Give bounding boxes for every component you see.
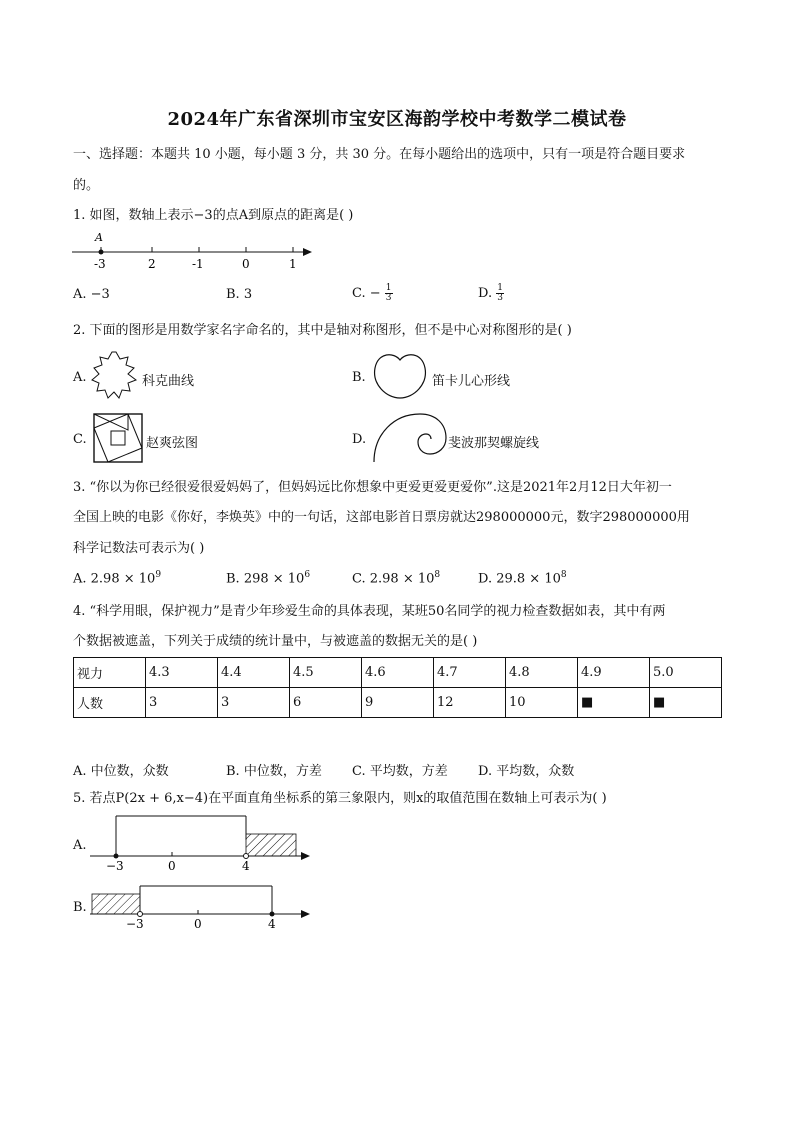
- q2-option-c-text: 赵爽弦图: [146, 436, 199, 451]
- table-cell: 4.3: [146, 658, 218, 688]
- axis-label: 0: [194, 917, 202, 931]
- table-cell: 9: [362, 688, 434, 718]
- q3-option-b: [226, 570, 310, 586]
- option-text: A. 2.98 × 10: [73, 571, 156, 587]
- q4-option-b: B. 中位数，方差: [226, 764, 322, 779]
- table-row: [74, 688, 722, 718]
- fraction-numerator: 1: [497, 283, 503, 293]
- exponent: 9: [155, 570, 162, 580]
- q1-option-a: A. −3: [73, 287, 110, 302]
- q3-option-c: [352, 570, 440, 586]
- q1-option-d: [478, 284, 504, 303]
- table-cell: 4.7: [434, 658, 506, 688]
- q1-option-c: [352, 284, 393, 303]
- question-4-line-1: 4. “科学用眼，保护视力”是青少年珍爱生命的具体表现，某班50名同学的视力检查数据如表，其中有两: [73, 604, 666, 619]
- table-cell: 4.8: [506, 658, 578, 688]
- fraction-numerator: 1: [385, 283, 392, 293]
- option-text: B. 298 × 10: [226, 571, 305, 587]
- q3-option-d: [478, 570, 567, 586]
- table-cell: 12: [434, 688, 506, 718]
- question-4-line-2: 个数据被遮盖，下列关于成绩的统计量中，与被遮盖的数据无关的是( ): [73, 634, 478, 649]
- section-heading-cont: 的。: [73, 178, 100, 193]
- axis-label: −3: [106, 859, 124, 873]
- table-row: [74, 658, 722, 688]
- axis-label: −3: [126, 917, 144, 931]
- question-3-line-1: 3. “你以为你已经很爱很爱妈妈了，但妈妈远比你想象中更爱更爱更爱你”.这是2021年2月12日大年初一: [73, 480, 672, 495]
- axis-label: 0: [168, 859, 176, 873]
- q5-option-b-number-line: [86, 882, 316, 934]
- q5-option-b-letter: B.: [73, 900, 87, 915]
- table-cell: 10: [506, 688, 578, 718]
- option-text: C. 2.98 × 10: [352, 571, 435, 587]
- q2-option-d-text: 斐波那契螺旋线: [448, 436, 540, 451]
- q2-option-c-letter: C.: [73, 432, 87, 447]
- tick-label: -1: [192, 257, 204, 271]
- tick-label: 1: [289, 257, 297, 271]
- q1-option-b: B. 3: [226, 287, 253, 302]
- table-cell: 5.0: [650, 658, 722, 688]
- fibonacci-spiral-figure: [370, 408, 448, 464]
- exponent: 6: [304, 570, 311, 580]
- exponent: 8: [434, 570, 441, 580]
- exponent: 8: [560, 570, 567, 580]
- table-cell: 3: [218, 688, 290, 718]
- zhao-shuang-diagram-figure: [92, 412, 144, 464]
- question-3-line-3: 科学记数法可表示为( ): [73, 541, 205, 556]
- q2-option-b-letter: B.: [352, 370, 366, 385]
- masked-cell: ■: [650, 688, 722, 718]
- option-text: D. 29.8 × 10: [478, 571, 561, 587]
- q2-option-a-letter: A.: [73, 370, 87, 385]
- tick-label: 2: [148, 257, 156, 271]
- table-cell: 3: [146, 688, 218, 718]
- fraction-denominator: 3: [385, 293, 392, 303]
- fraction-denominator: 3: [497, 293, 503, 303]
- question-2-stem: 2. 下面的图形是用数学家名字命名的，其中是轴对称图形，但不是中心对称图形的是( ): [73, 323, 572, 338]
- question-3-line-2: 全国上映的电影《你好，李焕英》中的一句话，这部电影首日票房就达298000000元，数字298000000用: [73, 510, 690, 525]
- tick-label: -3: [94, 257, 106, 271]
- q4-option-d: D. 平均数，众数: [478, 764, 575, 779]
- q4-option-c: C. 平均数，方差: [352, 764, 448, 779]
- section-heading: 一、选择题：本题共 10 小题，每小题 3 分，共 30 分。在每小题给出的选项中，只有一项是符合题目要求: [73, 147, 686, 162]
- page-title: 2024年广东省深圳市宝安区海韵学校中考数学二模试卷: [167, 109, 627, 130]
- point-a-dot: [99, 250, 104, 255]
- axis-label: 4: [242, 859, 250, 873]
- cardioid-figure: [370, 350, 430, 402]
- table-cell: 6: [290, 688, 362, 718]
- q2-option-b-text: 笛卡儿心形线: [432, 374, 511, 389]
- q3-option-a: [73, 570, 161, 586]
- q5-option-a-number-line: [86, 812, 316, 874]
- fraction: [496, 284, 504, 303]
- q4-option-a: A. 中位数，众数: [73, 764, 169, 779]
- koch-snowflake-figure: [90, 350, 142, 402]
- table-cell: 4.9: [578, 658, 650, 688]
- table-cell: 4.4: [218, 658, 290, 688]
- question-5-stem: 5. 若点P(2x + 6,x−4)在平面直角坐标系的第三象限内，则x的取值范围在数轴上可表示为( ): [73, 791, 607, 806]
- q5-option-a-letter: A.: [73, 838, 87, 853]
- q1-option-c-prefix: C. −: [352, 286, 381, 301]
- q1-number-line: [68, 228, 318, 273]
- q2-option-d-letter: D.: [352, 432, 367, 447]
- q2-option-a-text: 科克曲线: [142, 374, 195, 389]
- q1-option-d-prefix: D.: [478, 286, 493, 301]
- axis-label: 4: [268, 917, 276, 931]
- table-cell: 4.6: [362, 658, 434, 688]
- question-1-stem: 1. 如图，数轴上表示−3的点A到原点的距离是( ): [73, 208, 354, 223]
- vision-data-table: [73, 657, 722, 718]
- table-cell: 视力: [74, 658, 146, 688]
- table-cell: 人数: [74, 688, 146, 718]
- fraction: [385, 284, 393, 303]
- point-a-label: A: [95, 231, 103, 244]
- tick-label: 0: [242, 257, 250, 271]
- table-cell: 4.5: [290, 658, 362, 688]
- masked-cell: ■: [578, 688, 650, 718]
